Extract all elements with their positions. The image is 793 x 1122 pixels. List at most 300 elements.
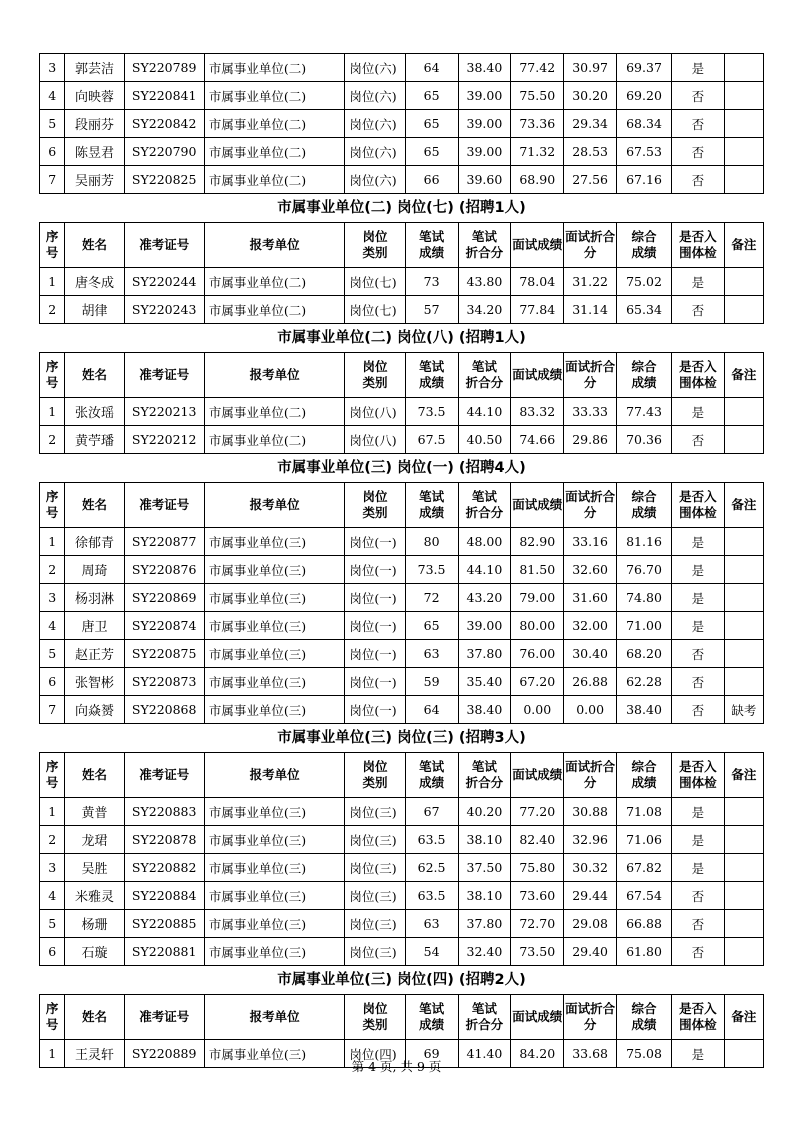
- column-header-exam-id: 准考证号: [124, 753, 204, 798]
- cell-written-score: 63.5: [405, 882, 458, 910]
- cell-total-score: 67.53: [617, 138, 672, 166]
- cell-name: 赵正芳: [65, 640, 124, 668]
- column-header-name: 姓名: [65, 753, 124, 798]
- cell-seq: 2: [40, 556, 65, 584]
- column-header-interview-weighted: 面试折合 分: [564, 483, 617, 528]
- table-row: [40, 826, 764, 854]
- cell-interview-weighted: 29.34: [564, 110, 617, 138]
- cell-total-score: 62.28: [617, 668, 672, 696]
- cell-name: 向焱赟: [65, 696, 124, 724]
- cell-exam-id: SY220790: [124, 138, 204, 166]
- column-header-unit: 报考单位: [204, 995, 345, 1040]
- cell-interview-score: 77.84: [511, 296, 564, 324]
- cell-position: 岗位(一): [345, 612, 405, 640]
- cell-position: 岗位(六): [345, 82, 405, 110]
- table-row: [40, 910, 764, 938]
- cell-unit: 市属事业单位(三): [204, 938, 345, 966]
- cell-remark: 缺考: [724, 696, 763, 724]
- table-row: [40, 166, 764, 194]
- cell-total-score: 77.43: [617, 398, 672, 426]
- cell-total-score: 74.80: [617, 584, 672, 612]
- cell-remark: [724, 584, 763, 612]
- cell-exam-id: SY220825: [124, 166, 204, 194]
- cell-position: 岗位(一): [345, 696, 405, 724]
- cell-name: 徐郁青: [65, 528, 124, 556]
- cell-exam-id: SY220884: [124, 882, 204, 910]
- cell-name: 张智彬: [65, 668, 124, 696]
- table-row: [40, 696, 764, 724]
- cell-interview-score: 77.20: [511, 798, 564, 826]
- cell-unit: 市属事业单位(三): [204, 882, 345, 910]
- column-header-exam-id: 准考证号: [124, 995, 204, 1040]
- column-header-remark: 备注: [724, 753, 763, 798]
- cell-name: 张汝瑶: [65, 398, 124, 426]
- cell-written-score: 59: [405, 668, 458, 696]
- cell-written-score: 65: [405, 110, 458, 138]
- cell-interview-weighted: 33.16: [564, 528, 617, 556]
- cell-interview-score: 79.00: [511, 584, 564, 612]
- cell-interview-weighted: 29.40: [564, 938, 617, 966]
- cell-interview-weighted: 32.96: [564, 826, 617, 854]
- cell-medical-check: 是: [671, 612, 724, 640]
- cell-written-score: 66: [405, 166, 458, 194]
- cell-remark: [724, 910, 763, 938]
- cell-written-weighted: 39.60: [458, 166, 511, 194]
- cell-interview-score: 80.00: [511, 612, 564, 640]
- column-header-remark: 备注: [724, 353, 763, 398]
- cell-interview-score: 84.20: [511, 1040, 564, 1068]
- column-header-medical-check: 是否入 围体检: [671, 223, 724, 268]
- column-header-written-score: 笔试 成绩: [405, 995, 458, 1040]
- cell-position: 岗位(三): [345, 938, 405, 966]
- cell-medical-check: 是: [671, 798, 724, 826]
- cell-total-score: 81.16: [617, 528, 672, 556]
- column-header-unit: 报考单位: [204, 353, 345, 398]
- cell-written-weighted: 43.80: [458, 268, 511, 296]
- cell-written-weighted: 38.40: [458, 54, 511, 82]
- column-header-interview-weighted: 面试折合 分: [564, 223, 617, 268]
- cell-medical-check: 是: [671, 398, 724, 426]
- cell-remark: [724, 82, 763, 110]
- cell-interview-score: 67.20: [511, 668, 564, 696]
- cell-medical-check: 是: [671, 854, 724, 882]
- column-header-medical-check: 是否入 围体检: [671, 483, 724, 528]
- column-header-name: 姓名: [65, 483, 124, 528]
- cell-name: 吴丽芳: [65, 166, 124, 194]
- cell-position: 岗位(三): [345, 910, 405, 938]
- cell-written-weighted: 40.50: [458, 426, 511, 454]
- cell-unit: 市属事业单位(二): [204, 110, 345, 138]
- cell-exam-id: SY220244: [124, 268, 204, 296]
- cell-medical-check: 否: [671, 82, 724, 110]
- cell-interview-weighted: 31.60: [564, 584, 617, 612]
- cell-written-score: 73.5: [405, 556, 458, 584]
- score-table: [39, 53, 764, 194]
- cell-remark: [724, 166, 763, 194]
- cell-remark: [724, 854, 763, 882]
- cell-total-score: 67.16: [617, 166, 672, 194]
- table-row: [40, 798, 764, 826]
- cell-exam-id: SY220885: [124, 910, 204, 938]
- cell-total-score: 65.34: [617, 296, 672, 324]
- cell-position: 岗位(三): [345, 882, 405, 910]
- cell-name: 杨珊: [65, 910, 124, 938]
- cell-written-score: 73.5: [405, 398, 458, 426]
- cell-total-score: 76.70: [617, 556, 672, 584]
- cell-seq: 1: [40, 268, 65, 296]
- table-row: [40, 854, 764, 882]
- column-header-medical-check: 是否入 围体检: [671, 995, 724, 1040]
- header-row: [40, 223, 764, 268]
- cell-seq: 5: [40, 910, 65, 938]
- cell-seq: 5: [40, 640, 65, 668]
- cell-name: 米雅灵: [65, 882, 124, 910]
- column-header-interview-score: 面试成绩: [511, 483, 564, 528]
- cell-remark: [724, 268, 763, 296]
- cell-name: 段丽芬: [65, 110, 124, 138]
- cell-interview-score: 81.50: [511, 556, 564, 584]
- cell-exam-id: SY220881: [124, 938, 204, 966]
- cell-written-score: 57: [405, 296, 458, 324]
- cell-written-weighted: 34.20: [458, 296, 511, 324]
- table-row: [40, 668, 764, 696]
- cell-written-weighted: 44.10: [458, 398, 511, 426]
- column-header-interview-score: 面试成绩: [511, 995, 564, 1040]
- cell-exam-id: SY220841: [124, 82, 204, 110]
- cell-interview-weighted: 28.53: [564, 138, 617, 166]
- cell-written-weighted: 39.00: [458, 612, 511, 640]
- column-header-written-score: 笔试 成绩: [405, 353, 458, 398]
- cell-unit: 市属事业单位(三): [204, 798, 345, 826]
- column-header-unit: 报考单位: [204, 753, 345, 798]
- cell-interview-score: 73.36: [511, 110, 564, 138]
- cell-interview-weighted: 31.22: [564, 268, 617, 296]
- cell-position: 岗位(六): [345, 138, 405, 166]
- cell-exam-id: SY220875: [124, 640, 204, 668]
- cell-total-score: 71.08: [617, 798, 672, 826]
- cell-medical-check: 否: [671, 882, 724, 910]
- cell-written-score: 63: [405, 910, 458, 938]
- cell-medical-check: 否: [671, 426, 724, 454]
- column-header-position: 岗位 类别: [345, 995, 405, 1040]
- cell-unit: 市属事业单位(三): [204, 640, 345, 668]
- cell-remark: [724, 110, 763, 138]
- column-header-remark: 备注: [724, 483, 763, 528]
- cell-total-score: 38.40: [617, 696, 672, 724]
- cell-written-weighted: 43.20: [458, 584, 511, 612]
- cell-unit: 市属事业单位(三): [204, 1040, 345, 1068]
- cell-name: 龙珺: [65, 826, 124, 854]
- cell-unit: 市属事业单位(三): [204, 556, 345, 584]
- table-row: [40, 882, 764, 910]
- table-row: [40, 528, 764, 556]
- cell-medical-check: 否: [671, 640, 724, 668]
- section-title: 市属事业单位(二) 岗位(七) (招聘1人): [277, 200, 526, 216]
- cell-written-score: 64: [405, 54, 458, 82]
- cell-written-weighted: 44.10: [458, 556, 511, 584]
- cell-name: 陈昱君: [65, 138, 124, 166]
- cell-position: 岗位(六): [345, 110, 405, 138]
- cell-medical-check: 否: [671, 296, 724, 324]
- cell-total-score: 75.08: [617, 1040, 672, 1068]
- cell-exam-id: SY220873: [124, 668, 204, 696]
- cell-total-score: 68.20: [617, 640, 672, 668]
- column-header-seq: 序 号: [40, 753, 65, 798]
- column-header-written-score: 笔试 成绩: [405, 483, 458, 528]
- cell-interview-weighted: 31.14: [564, 296, 617, 324]
- cell-position: 岗位(七): [345, 296, 405, 324]
- section-title: 市属事业单位(三) 岗位(四) (招聘2人): [277, 972, 526, 988]
- cell-remark: [724, 826, 763, 854]
- cell-total-score: 68.34: [617, 110, 672, 138]
- cell-remark: [724, 938, 763, 966]
- cell-total-score: 61.80: [617, 938, 672, 966]
- cell-unit: 市属事业单位(二): [204, 268, 345, 296]
- column-header-written-weighted: 笔试 折合分: [458, 483, 511, 528]
- score-table: [39, 482, 764, 724]
- cell-total-score: 70.36: [617, 426, 672, 454]
- cell-written-weighted: 38.10: [458, 826, 511, 854]
- cell-seq: 2: [40, 826, 65, 854]
- table-row: [40, 54, 764, 82]
- cell-medical-check: 是: [671, 528, 724, 556]
- cell-written-score: 80: [405, 528, 458, 556]
- cell-interview-weighted: 30.40: [564, 640, 617, 668]
- cell-position: 岗位(七): [345, 268, 405, 296]
- cell-seq: 5: [40, 110, 65, 138]
- cell-total-score: 66.88: [617, 910, 672, 938]
- cell-position: 岗位(三): [345, 826, 405, 854]
- cell-written-weighted: 39.00: [458, 82, 511, 110]
- cell-interview-weighted: 32.60: [564, 556, 617, 584]
- cell-position: 岗位(一): [345, 668, 405, 696]
- cell-total-score: 69.20: [617, 82, 672, 110]
- header-row: [40, 995, 764, 1040]
- cell-seq: 3: [40, 54, 65, 82]
- column-header-position: 岗位 类别: [345, 753, 405, 798]
- cell-name: 黄苧璠: [65, 426, 124, 454]
- cell-interview-score: 74.66: [511, 426, 564, 454]
- column-header-interview-score: 面试成绩: [511, 223, 564, 268]
- cell-name: 唐冬成: [65, 268, 124, 296]
- column-header-position: 岗位 类别: [345, 483, 405, 528]
- column-header-position: 岗位 类别: [345, 353, 405, 398]
- cell-medical-check: 是: [671, 54, 724, 82]
- cell-name: 石璇: [65, 938, 124, 966]
- cell-seq: 4: [40, 882, 65, 910]
- cell-remark: [724, 528, 763, 556]
- table-row: [40, 268, 764, 296]
- cell-written-score: 64: [405, 696, 458, 724]
- column-header-name: 姓名: [65, 223, 124, 268]
- cell-interview-weighted: 0.00: [564, 696, 617, 724]
- cell-written-score: 62.5: [405, 854, 458, 882]
- score-table: [39, 222, 764, 324]
- cell-seq: 3: [40, 584, 65, 612]
- cell-medical-check: 否: [671, 110, 724, 138]
- cell-total-score: 69.37: [617, 54, 672, 82]
- cell-written-score: 63.5: [405, 826, 458, 854]
- cell-exam-id: SY220878: [124, 826, 204, 854]
- column-header-interview-score: 面试成绩: [511, 353, 564, 398]
- cell-remark: [724, 556, 763, 584]
- cell-position: 岗位(四): [345, 1040, 405, 1068]
- cell-written-weighted: 39.00: [458, 110, 511, 138]
- column-header-total-score: 综合 成绩: [617, 753, 672, 798]
- cell-written-score: 65: [405, 138, 458, 166]
- column-header-total-score: 综合 成绩: [617, 995, 672, 1040]
- column-header-unit: 报考单位: [204, 223, 345, 268]
- cell-position: 岗位(三): [345, 798, 405, 826]
- cell-unit: 市属事业单位(三): [204, 826, 345, 854]
- column-header-written-weighted: 笔试 折合分: [458, 753, 511, 798]
- section-title: 市属事业单位(二) 岗位(八) (招聘1人): [277, 330, 526, 346]
- column-header-total-score: 综合 成绩: [617, 483, 672, 528]
- cell-interview-score: 83.32: [511, 398, 564, 426]
- cell-exam-id: SY220212: [124, 426, 204, 454]
- cell-written-weighted: 40.20: [458, 798, 511, 826]
- cell-interview-score: 82.90: [511, 528, 564, 556]
- column-header-name: 姓名: [65, 353, 124, 398]
- cell-remark: [724, 54, 763, 82]
- table-row: [40, 82, 764, 110]
- cell-seq: 1: [40, 528, 65, 556]
- cell-position: 岗位(六): [345, 54, 405, 82]
- cell-medical-check: 是: [671, 826, 724, 854]
- cell-remark: [724, 398, 763, 426]
- cell-interview-score: 71.32: [511, 138, 564, 166]
- cell-medical-check: 否: [671, 938, 724, 966]
- cell-seq: 2: [40, 296, 65, 324]
- cell-interview-score: 77.42: [511, 54, 564, 82]
- cell-written-score: 69: [405, 1040, 458, 1068]
- cell-remark: [724, 882, 763, 910]
- table-row: [40, 612, 764, 640]
- cell-written-weighted: 37.80: [458, 640, 511, 668]
- cell-seq: 2: [40, 426, 65, 454]
- cell-interview-score: 68.90: [511, 166, 564, 194]
- cell-seq: 1: [40, 798, 65, 826]
- cell-name: 胡律: [65, 296, 124, 324]
- cell-written-weighted: 38.10: [458, 882, 511, 910]
- cell-interview-score: 72.70: [511, 910, 564, 938]
- table-row: [40, 426, 764, 454]
- cell-exam-id: SY220874: [124, 612, 204, 640]
- cell-interview-score: 75.50: [511, 82, 564, 110]
- cell-seq: 6: [40, 138, 65, 166]
- cell-name: 吴胜: [65, 854, 124, 882]
- table-row: [40, 398, 764, 426]
- score-table: [39, 752, 764, 966]
- cell-exam-id: SY220243: [124, 296, 204, 324]
- cell-name: 周琦: [65, 556, 124, 584]
- column-header-remark: 备注: [724, 995, 763, 1040]
- cell-written-score: 67: [405, 798, 458, 826]
- cell-written-weighted: 32.40: [458, 938, 511, 966]
- cell-interview-weighted: 29.08: [564, 910, 617, 938]
- table-row: [40, 584, 764, 612]
- cell-remark: [724, 640, 763, 668]
- cell-interview-score: 0.00: [511, 696, 564, 724]
- column-header-seq: 序 号: [40, 995, 65, 1040]
- column-header-written-weighted: 笔试 折合分: [458, 995, 511, 1040]
- cell-written-score: 73: [405, 268, 458, 296]
- cell-remark: [724, 426, 763, 454]
- column-header-interview-weighted: 面试折合 分: [564, 353, 617, 398]
- cell-written-weighted: 41.40: [458, 1040, 511, 1068]
- cell-medical-check: 是: [671, 268, 724, 296]
- cell-seq: 7: [40, 166, 65, 194]
- section-title: 市属事业单位(三) 岗位(一) (招聘4人): [277, 460, 526, 476]
- column-header-exam-id: 准考证号: [124, 483, 204, 528]
- page-footer: 第 4 页, 共 9 页: [351, 1059, 442, 1074]
- cell-unit: 市属事业单位(三): [204, 584, 345, 612]
- column-header-total-score: 综合 成绩: [617, 223, 672, 268]
- cell-unit: 市属事业单位(二): [204, 138, 345, 166]
- column-header-seq: 序 号: [40, 353, 65, 398]
- cell-medical-check: 否: [671, 696, 724, 724]
- cell-position: 岗位(一): [345, 556, 405, 584]
- cell-total-score: 67.54: [617, 882, 672, 910]
- cell-interview-weighted: 27.56: [564, 166, 617, 194]
- cell-interview-weighted: 26.88: [564, 668, 617, 696]
- cell-name: 王灵轩: [65, 1040, 124, 1068]
- cell-interview-weighted: 30.32: [564, 854, 617, 882]
- cell-remark: [724, 138, 763, 166]
- cell-position: 岗位(三): [345, 854, 405, 882]
- cell-written-score: 54: [405, 938, 458, 966]
- cell-written-score: 65: [405, 82, 458, 110]
- column-header-exam-id: 准考证号: [124, 353, 204, 398]
- header-row: [40, 753, 764, 798]
- cell-remark: [724, 296, 763, 324]
- cell-interview-score: 73.50: [511, 938, 564, 966]
- header-row: [40, 483, 764, 528]
- cell-written-weighted: 37.80: [458, 910, 511, 938]
- column-header-name: 姓名: [65, 995, 124, 1040]
- cell-position: 岗位(一): [345, 584, 405, 612]
- cell-seq: 3: [40, 854, 65, 882]
- cell-unit: 市属事业单位(三): [204, 528, 345, 556]
- cell-medical-check: 否: [671, 910, 724, 938]
- column-header-medical-check: 是否入 围体检: [671, 353, 724, 398]
- cell-seq: 1: [40, 398, 65, 426]
- cell-position: 岗位(六): [345, 166, 405, 194]
- cell-position: 岗位(一): [345, 640, 405, 668]
- cell-seq: 4: [40, 82, 65, 110]
- table-row: [40, 110, 764, 138]
- cell-exam-id: SY220883: [124, 798, 204, 826]
- cell-interview-weighted: 29.86: [564, 426, 617, 454]
- cell-exam-id: SY220889: [124, 1040, 204, 1068]
- cell-interview-weighted: 33.33: [564, 398, 617, 426]
- cell-exam-id: SY220213: [124, 398, 204, 426]
- cell-interview-score: 76.00: [511, 640, 564, 668]
- cell-seq: 6: [40, 668, 65, 696]
- cell-total-score: 67.82: [617, 854, 672, 882]
- section-title: 市属事业单位(三) 岗位(三) (招聘3人): [277, 730, 526, 746]
- cell-written-score: 63: [405, 640, 458, 668]
- cell-position: 岗位(八): [345, 426, 405, 454]
- cell-written-weighted: 35.40: [458, 668, 511, 696]
- table-row: [40, 138, 764, 166]
- cell-interview-score: 82.40: [511, 826, 564, 854]
- cell-position: 岗位(一): [345, 528, 405, 556]
- column-header-written-weighted: 笔试 折合分: [458, 353, 511, 398]
- score-table: [39, 352, 764, 454]
- cell-name: 向映蓉: [65, 82, 124, 110]
- cell-name: 郭芸洁: [65, 54, 124, 82]
